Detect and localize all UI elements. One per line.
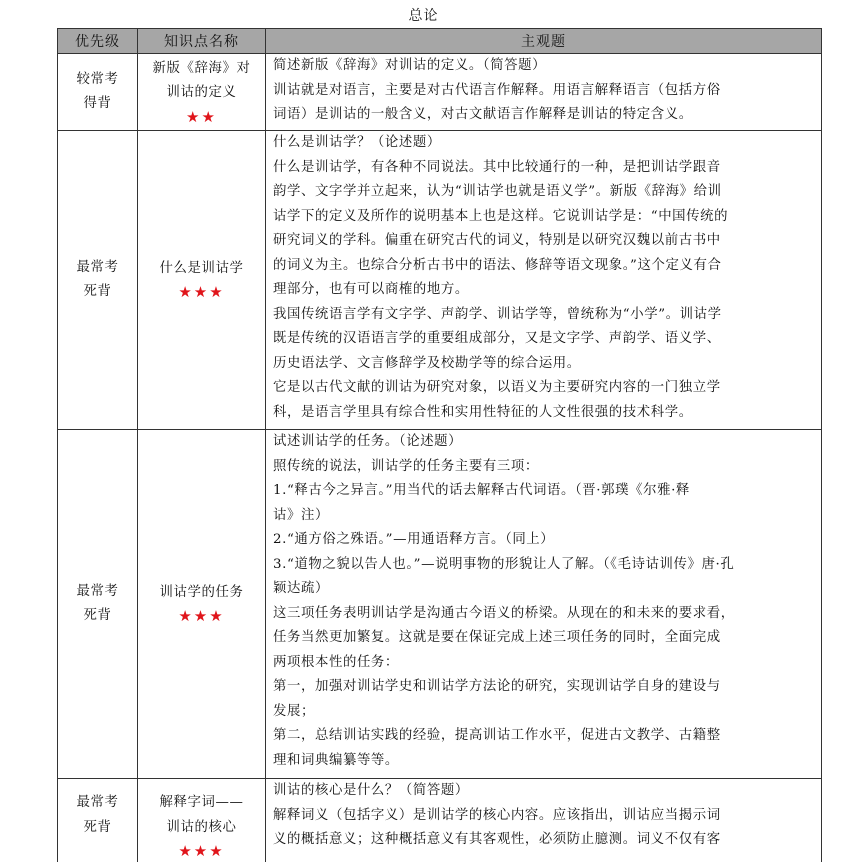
answer-line: 什么是训诂学？（论述题）	[273, 131, 815, 156]
priority-text: 死背	[58, 816, 137, 841]
answer-line: 简述新版《辞海》对训诂的定义。（简答题）	[273, 54, 815, 79]
answer-line: 理和词典编纂等等。	[273, 749, 815, 774]
answer-line: 2.“通方俗之殊语。”—用通语释方言。（同上）	[273, 528, 815, 553]
answer-line: 义的概括意义；这种概括意义有其客观性，必须防止臆测。词义不仅有客	[273, 828, 815, 853]
answer-line: 试述训诂学的任务。（论述题）	[273, 430, 815, 455]
answer-cell	[266, 54, 822, 131]
topic-cell	[138, 131, 266, 430]
answer-line: 既是传统的汉语语言学的重要组成部分，又是文字学、声韵学、语义学、	[273, 327, 815, 352]
answer-line: 发展；	[273, 700, 815, 725]
answer-line: 3.“道物之貌以告人也。”—说明事物的形貌让人了解。（《毛诗诂训传》唐·孔	[273, 553, 815, 578]
header-priority: 优先级	[58, 29, 138, 54]
answer-line: 词语）是训诂的一般含义，对古文献语言作解释是训诂的特定含义。	[273, 103, 815, 128]
page-title: 总论	[0, 5, 847, 25]
priority-text: 死背	[58, 280, 137, 305]
importance-stars: ★★★	[138, 840, 265, 862]
priority-cell	[58, 779, 138, 862]
priority-text: 死背	[58, 604, 137, 629]
answer-line: 我国传统语言学有文字学、声韵学、训诂学等，曾统称为“小学”。训诂学	[273, 303, 815, 328]
answer-line: 照传统的说法，训诂学的任务主要有三项：	[273, 455, 815, 480]
topic-text: 训诂的核心	[138, 816, 265, 841]
answer-line: 任务当然更加繁复。这就是要在保证完成上述三项任务的同时，全面完成	[273, 626, 815, 651]
importance-stars: ★★★	[138, 605, 265, 627]
importance-stars: ★★	[138, 106, 265, 128]
topic-cell	[138, 54, 266, 131]
answer-line: 第二，总结训诂实践的经验，提高训诂工作水平，促进古文教学、古籍整	[273, 724, 815, 749]
answer-line: 理部分，也有可以商榷的地方。	[273, 278, 815, 303]
table-row	[58, 430, 822, 779]
importance-stars: ★★★	[138, 281, 265, 303]
answer-line: 两项根本性的任务：	[273, 651, 815, 676]
answer-line: 解释词义（包括字义）是训诂学的核心内容。应该指出，训诂应当揭示词	[273, 804, 815, 829]
answer-line: 1.“释古今之异言。”用当代的话去解释古代词语。（晋·郭璞《尔雅·释	[273, 479, 815, 504]
table-row	[58, 779, 822, 862]
priority-cell	[58, 430, 138, 779]
answer-line: 它是以古代文献的训诂为研究对象，以语义为主要研究内容的一门独立学	[273, 376, 815, 401]
answer-line: 诂学下的定义及所作的说明基本上也是这样。它说训诂学是：“中国传统的	[273, 205, 815, 230]
topic-text: 新版《辞海》对	[138, 57, 265, 82]
header-question: 主观题	[266, 29, 822, 54]
priority-cell	[58, 131, 138, 430]
topic-cell	[138, 430, 266, 779]
answer-line: 韵学、文字学并立起来，认为“训诂学也就是语义学”。新版《辞海》给训	[273, 180, 815, 205]
priority-text: 最常考	[58, 256, 137, 281]
answer-line: 什么是训诂学，有各种不同说法。其中比较通行的一种，是把训诂学跟音	[273, 156, 815, 181]
answer-line: 诂》注）	[273, 504, 815, 529]
answer-line: 科，是语言学里具有综合性和实用性特征的人文性很强的技术科学。	[273, 401, 815, 426]
knowledge-table	[57, 28, 822, 862]
table-header-row	[58, 29, 822, 54]
answer-line: 第一，加强对训诂学史和训诂学方法论的研究，实现训诂学自身的建设与	[273, 675, 815, 700]
answer-cell	[266, 131, 822, 430]
topic-text: 解释字词——	[138, 791, 265, 816]
topic-text: 什么是训诂学	[138, 257, 265, 282]
answer-line: 研究词义的学科。偏重在研究古代的词义，特别是以研究汉魏以前古书中	[273, 229, 815, 254]
header-topic: 知识点名称	[138, 29, 266, 54]
topic-text: 训诂的定义	[138, 81, 265, 106]
priority-cell	[58, 54, 138, 131]
table-row	[58, 54, 822, 131]
answer-line: 颖达疏）	[273, 577, 815, 602]
answer-cell	[266, 430, 822, 779]
answer-line: 训诂就是对语言，主要是对古代语言作解释。用语言解释语言（包括方俗	[273, 79, 815, 104]
topic-cell	[138, 779, 266, 862]
priority-text: 最常考	[58, 791, 137, 816]
answer-line: 训诂的核心是什么？（简答题）	[273, 779, 815, 804]
answer-cell	[266, 779, 822, 862]
answer-line: 历史语法学、文言修辞学及校勘学等的综合运用。	[273, 352, 815, 377]
priority-text: 得背	[58, 92, 137, 117]
answer-line: 这三项任务表明训诂学是沟通古今语义的桥梁。从现在的和未来的要求看，	[273, 602, 815, 627]
priority-text: 最常考	[58, 580, 137, 605]
table-row	[58, 131, 822, 430]
priority-text: 较常考	[58, 68, 137, 93]
topic-text: 训诂学的任务	[138, 581, 265, 606]
answer-line: 的词义为主。也综合分析古书中的语法、修辞等语文现象。”这个定义有合	[273, 254, 815, 279]
